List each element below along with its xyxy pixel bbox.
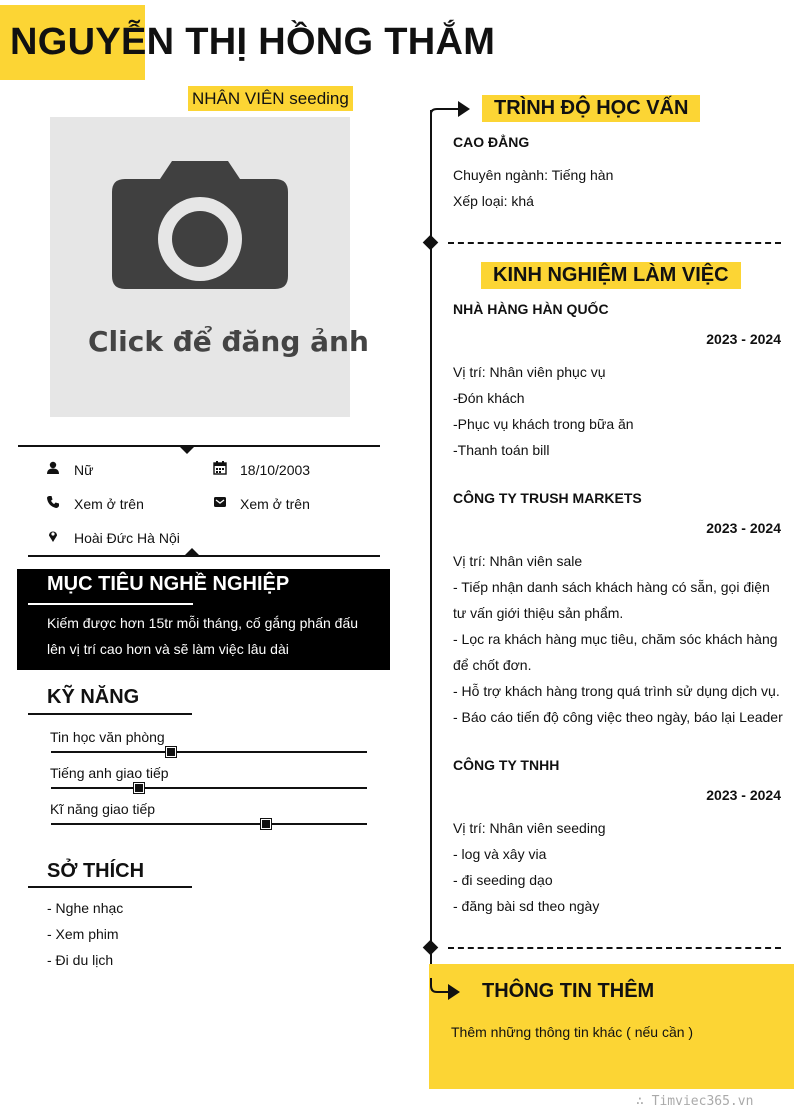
job-line[interactable]: - đi seeding dạo (453, 872, 553, 888)
job-date[interactable]: 2023 - 2024 (706, 520, 781, 536)
job-line[interactable]: -Thanh toán bill (453, 442, 550, 458)
career-goal-title: MỤC TIÊU NGHỀ NGHIỆP (47, 573, 290, 595)
divider-arrow-up-icon (184, 548, 200, 556)
skill-label: Tin học văn phòng (50, 729, 165, 745)
photo-upload-label[interactable]: Click để đăng ảnh (88, 325, 369, 358)
education-grade[interactable]: Xếp loại: khá (453, 193, 534, 209)
job-company[interactable]: CÔNG TY TRUSH MARKETS (453, 490, 642, 506)
job-line[interactable]: - Tiếp nhận danh sách khách hàng có sẵn, gọi điện (453, 579, 770, 595)
phone-value: Xem ở trên (74, 496, 144, 512)
education-major[interactable]: Chuyên ngành: Tiếng hàn (453, 167, 614, 183)
phone-icon (46, 495, 60, 509)
job-date[interactable]: 2023 - 2024 (706, 331, 781, 347)
hobby-item[interactable]: - Nghe nhạc (47, 900, 124, 916)
candidate-name[interactable]: NGUYỄN THỊ HỒNG THẮM (10, 21, 496, 63)
job-line[interactable]: Vị trí: Nhân viên seeding (453, 820, 606, 836)
job-line[interactable]: -Đón khách (453, 390, 525, 406)
divider-arrow-down-icon (179, 446, 195, 454)
extra-info-text[interactable]: Thêm những thông tin khác ( nếu cần ) (451, 1024, 694, 1040)
email-value: Xem ở trên (240, 496, 310, 512)
skill-label: Kĩ năng giao tiếp (50, 801, 156, 817)
hobbies-title: SỞ THÍCH (47, 860, 145, 882)
address-value: Hoài Đức Hà Nội (74, 530, 180, 546)
calendar-icon (213, 461, 227, 475)
job-line[interactable]: Vị trí: Nhân viên phục vụ (453, 364, 606, 380)
job-line[interactable]: tư vấn giới thiệu sản phẩm. (453, 605, 624, 621)
timeline-node (423, 235, 439, 251)
email-icon (213, 495, 227, 509)
timeline-arrow-icon (428, 98, 474, 122)
divider (18, 445, 380, 447)
gender-value: Nữ (74, 462, 94, 478)
job-line[interactable]: - log và xây via (453, 846, 547, 862)
job-line[interactable]: - Lọc ra khách hàng mục tiêu, chăm sóc khách hàng (453, 631, 778, 647)
skill-bar (51, 787, 367, 789)
job-line[interactable]: -Phục vụ khách trong bữa ăn (453, 416, 634, 432)
job-title[interactable]: NHÂN VIÊN seeding (188, 86, 353, 111)
skills-title: KỸ NĂNG (47, 686, 140, 708)
section-divider (448, 947, 781, 949)
education-school[interactable]: CAO ĐẲNG (453, 134, 530, 150)
divider (28, 555, 380, 557)
job-line[interactable]: để chốt đơn. (453, 657, 532, 673)
skill-bar (51, 751, 367, 753)
job-line[interactable]: - đăng bài sd theo ngày (453, 898, 600, 914)
job-line[interactable]: - Hỗ trợ khách hàng trong quá trình sử dụng dịch vụ. (453, 683, 780, 699)
hobbies-underline (28, 886, 192, 888)
job-line[interactable]: - Báo cáo tiến độ công việc theo ngày, báo lại Leader (453, 709, 783, 725)
location-icon (46, 529, 60, 543)
career-goal-text[interactable]: Kiếm được hơn 15tr mỗi tháng, cố gắng phấn đấu lên vị trí cao hơn và sẽ làm việc lâu dài (47, 615, 359, 657)
brand-watermark: ∴ Timviec365.vn (636, 1094, 754, 1109)
job-company[interactable]: NHÀ HÀNG HÀN QUỐC (453, 301, 609, 317)
hobby-item[interactable]: - Đi du lịch (47, 952, 114, 968)
timeline-arrow-icon (428, 978, 464, 1004)
career-goal-underline (28, 603, 193, 605)
job-date[interactable]: 2023 - 2024 (706, 787, 781, 803)
skill-level-handle[interactable] (134, 783, 144, 793)
education-title: TRÌNH ĐỘ HỌC VẤN (494, 97, 689, 119)
extra-info-title: THÔNG TIN THÊM (482, 980, 655, 1002)
job-company[interactable]: CÔNG TY TNHH (453, 757, 560, 773)
education-title-highlight (482, 95, 700, 122)
experience-title-highlight (481, 262, 741, 289)
user-icon (46, 461, 60, 475)
hobby-item[interactable]: - Xem phim (47, 926, 119, 942)
photo-upload[interactable] (50, 117, 350, 417)
section-divider (448, 242, 781, 244)
skill-label: Tiếng anh giao tiếp (50, 765, 169, 781)
skills-underline (28, 713, 192, 715)
skill-level-handle[interactable] (166, 747, 176, 757)
birthday-value: 18/10/2003 (240, 462, 311, 478)
skill-bar (51, 823, 367, 825)
camera-icon (110, 161, 290, 291)
skill-level-handle[interactable] (261, 819, 271, 829)
timeline-node (423, 940, 439, 956)
job-line[interactable]: Vị trí: Nhân viên sale (453, 553, 583, 569)
experience-title: KINH NGHIỆM LÀM VIỆC (493, 264, 729, 286)
